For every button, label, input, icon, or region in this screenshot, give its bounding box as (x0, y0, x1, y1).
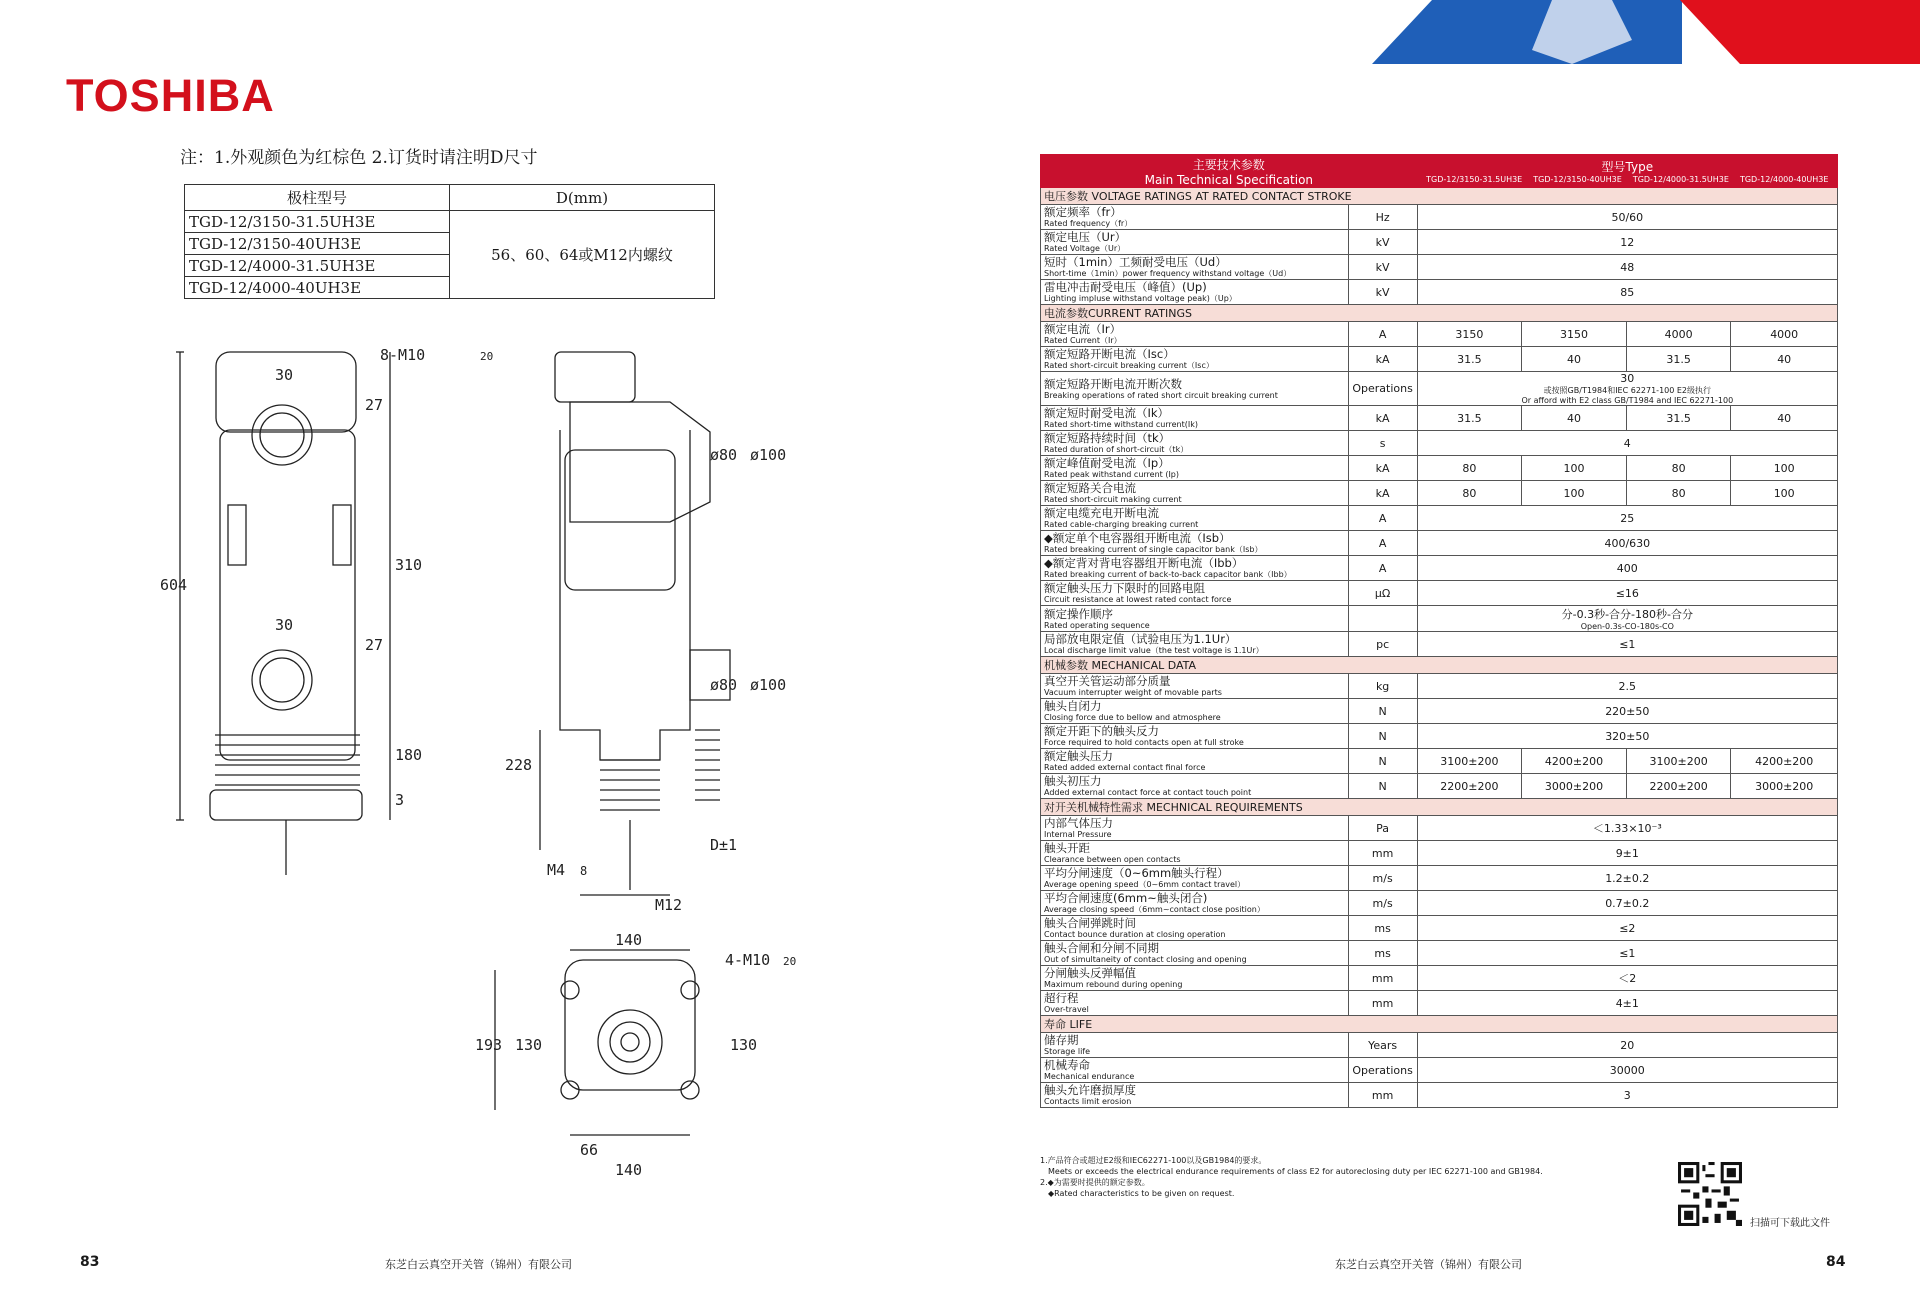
param-value: 2200±200 (1417, 774, 1522, 799)
company-name-right: 东芝白云真空开关管（锦州）有限公司 (1335, 1258, 1522, 1271)
spec-row (1041, 916, 1838, 941)
param-name-zh: 雷电冲击耐受电压（峰值）(Up) (1044, 280, 1207, 294)
front-view (540, 352, 730, 895)
spec-row (1041, 749, 1838, 774)
dim-col-model: 极柱型号 (185, 185, 450, 211)
param-unit: Operations (1348, 1058, 1417, 1083)
page-number-right: 84 (1826, 1254, 1846, 1270)
param-value-note: Open-0.3s-CO-180s-CO (1580, 622, 1674, 631)
param-value: 3 (1623, 1088, 1631, 1102)
toshiba-logo: TOSHIBA (66, 70, 275, 121)
param-value: 100 (1731, 456, 1838, 481)
param-name-en: Average closing speed（6mm~contact close position） (1044, 905, 1265, 914)
param-name-zh: 额定短路关合电流 (1044, 481, 1136, 495)
spec-row (1041, 531, 1838, 556)
param-unit: ms (1348, 941, 1417, 966)
type-name: TGD-12/4000-40UH3E (1739, 175, 1829, 184)
front-label: ø100 (750, 676, 787, 694)
spec-header-zh: 主要技术参数 (1192, 157, 1265, 172)
param-name-en: Rated added external contact final force (1044, 763, 1206, 772)
param-name-en: Over-travel (1044, 1005, 1089, 1014)
spec-row (1041, 456, 1838, 481)
side-label: 604 (160, 576, 188, 594)
param-name-en: Local discharge limit value（the test voltage is 1.1Ur） (1044, 646, 1264, 655)
bottom-label: 130 (515, 1036, 543, 1054)
spec-row (1041, 1058, 1838, 1083)
param-name-en: Short-time（1min）power frequency withstand voltage（Ud） (1044, 269, 1292, 278)
param-name-zh: 机械寿命 (1044, 1058, 1090, 1072)
param-value: ＜1.33×10⁻³ (1592, 822, 1662, 835)
spec-row (1041, 891, 1838, 916)
param-value: 3150 (1522, 322, 1627, 347)
front-label: ø80 (710, 676, 738, 694)
param-value: 2.5 (1618, 679, 1637, 693)
spec-row (1041, 347, 1838, 372)
param-unit (1348, 606, 1417, 632)
param-name-en: Rated frequency（fr） (1044, 219, 1133, 228)
side-label: 30 (275, 366, 294, 384)
param-name-en: Added external contact force at contact touch point (1044, 788, 1252, 797)
param-name-en: Breaking operations of rated short circuit breaking current (1044, 390, 1278, 400)
param-name-en: Force required to hold contacts open at full stroke (1044, 738, 1244, 747)
param-name-en: Closing force due to bellow and atmosphere (1044, 713, 1221, 722)
param-name-zh: 短时（1min）工频耐受电压（Ud） (1044, 255, 1227, 269)
red-corner-graphic (1680, 0, 1920, 64)
param-value: 85 (1620, 285, 1635, 299)
param-name-en: Clearance between open contacts (1044, 855, 1181, 864)
param-unit: N (1348, 724, 1417, 749)
param-unit: kA (1348, 481, 1417, 506)
param-value: ≤1 (1619, 946, 1636, 960)
front-label: 228 (505, 756, 533, 774)
spec-section-title: 寿命 LIFE (1041, 1016, 1838, 1033)
param-name-en: Average opening speed（0~6mm contact travel） (1044, 880, 1246, 889)
param-name-en: Rated short-time withstand current(Ik) (1044, 420, 1198, 429)
spec-row (1041, 280, 1838, 305)
param-value: 3000±200 (1731, 774, 1838, 799)
param-unit: m/s (1348, 891, 1417, 916)
param-name-en: Rated short-circuit breaking current（Isc） (1044, 361, 1214, 370)
param-name-zh: 额定开距下的触头反力 (1044, 724, 1159, 738)
param-value: 20 (1620, 1038, 1635, 1052)
param-name-zh: 额定短路开断电流开断次数 (1044, 376, 1182, 391)
param-name-en: Rated cable-charging breaking current (1044, 520, 1199, 529)
bottom-label: 140 (615, 931, 643, 949)
spec-row (1041, 372, 1838, 406)
dimension-table (184, 184, 715, 299)
param-name-en: Storage life (1044, 1047, 1091, 1056)
param-name-en: Internal Pressure (1044, 830, 1112, 839)
param-name-zh: 额定触头压力下限时的回路电阻 (1044, 581, 1205, 595)
param-name-zh: 分闸触头反弹幅值 (1044, 966, 1136, 980)
side-label: 180 (395, 746, 423, 764)
param-name-zh: 触头合闸和分闸不同期 (1044, 941, 1159, 955)
param-unit: kA (1348, 347, 1417, 372)
spec-row (1041, 674, 1838, 699)
param-value: 3100±200 (1417, 749, 1522, 774)
param-value: 80 (1626, 456, 1731, 481)
spec-row (1041, 322, 1838, 347)
param-unit: s (1348, 431, 1417, 456)
param-value: ＜2 (1618, 972, 1637, 985)
param-unit: N (1348, 749, 1417, 774)
param-value: 3000±200 (1522, 774, 1627, 799)
bottom-label: 4-M10 (725, 951, 771, 969)
param-value-note: 或按照GB/T1984和IEC 62271-100 E2级执行 (1543, 386, 1712, 395)
footnote: ◆Rated characteristics to be given on request. (1048, 1189, 1235, 1198)
param-value: 25 (1620, 511, 1635, 525)
param-unit: A (1348, 531, 1417, 556)
param-value: ≤16 (1615, 586, 1639, 600)
param-name-zh: 内部气体压力 (1044, 816, 1113, 830)
param-unit: mm (1348, 966, 1417, 991)
param-unit: μΩ (1348, 581, 1417, 606)
spec-row (1041, 1083, 1838, 1108)
bottom-label: 140 (615, 1161, 643, 1179)
param-value: 4000 (1731, 322, 1838, 347)
spec-row (1041, 816, 1838, 841)
param-name-zh: 额定电流（Ir） (1044, 322, 1122, 336)
front-label: D±1 (710, 836, 738, 854)
param-unit: Years (1348, 1033, 1417, 1058)
param-value: 分-0.3秒-合分-180秒-合分 (1561, 608, 1693, 621)
dim-d-value: 56、60、64或M12内螺纹 (450, 211, 715, 299)
param-value: 48 (1620, 260, 1635, 274)
param-value: 40 (1522, 406, 1627, 431)
param-name-en: Mechanical endurance (1044, 1072, 1135, 1081)
page-number-left: 83 (80, 1254, 100, 1270)
param-name-zh: 真空开关管运动部分质量 (1044, 674, 1171, 688)
spec-row (1041, 481, 1838, 506)
param-value: ≤2 (1619, 921, 1636, 935)
company-name-left: 东芝白云真空开关管（锦州）有限公司 (385, 1258, 572, 1271)
param-name-zh: ◆额定背对背电容器组开断电流（Ibb） (1044, 556, 1244, 570)
param-unit: A (1348, 556, 1417, 581)
param-value: 31.5 (1417, 347, 1522, 372)
param-value: 1.2±0.2 (1605, 871, 1650, 885)
front-label: ø80 (710, 446, 738, 464)
param-value: 40 (1731, 347, 1838, 372)
spec-row (1041, 406, 1838, 431)
side-label: 27 (365, 396, 384, 414)
spec-row (1041, 606, 1838, 632)
param-name-zh: ◆额定单个电容器组开断电流（Isb） (1044, 531, 1231, 545)
footnote: Meets or exceeds the electrical endurance requirements of class E2 for autoreclosing duty per IEC 62271-100 and GB1984. (1048, 1167, 1543, 1176)
param-unit: A (1348, 506, 1417, 531)
param-value: 0.7±0.2 (1605, 896, 1650, 910)
footnotes (1040, 1155, 1543, 1199)
param-value: 220±50 (1605, 704, 1650, 718)
param-unit: Operations (1348, 372, 1417, 406)
param-name-zh: 额定电压（Ur） (1044, 230, 1127, 244)
param-name-en: Maximum rebound during opening (1044, 980, 1183, 989)
note-text: 注：1.外观颜色为红棕色 2.订货时请注明D尺寸 (180, 148, 538, 168)
side-label: 20 (480, 350, 494, 363)
dim-model: TGD-12/4000-40UH3E (185, 277, 450, 299)
param-name-zh: 额定电缆充电开断电流 (1044, 506, 1159, 520)
qr-caption: 扫描可下载此文件 (1750, 1218, 1830, 1229)
param-name-en: Rated Voltage（Ur） (1044, 244, 1126, 253)
param-unit: mm (1348, 841, 1417, 866)
param-name-en: Rated breaking current of single capacitor bank（Isb） (1044, 545, 1263, 554)
param-value: 31.5 (1417, 406, 1522, 431)
param-value: 4±1 (1615, 996, 1639, 1010)
param-value: 80 (1417, 481, 1522, 506)
param-name-zh: 额定短路持续时间（tk） (1044, 431, 1171, 445)
footnote: 1.产品符合或超过E2级和IEC62271-100以及GB1984的要求。 (1040, 1156, 1267, 1165)
spec-row (1041, 966, 1838, 991)
type-name: TGD-12/3150-31.5UH3E (1426, 175, 1523, 184)
spec-section-title: 电流参数CURRENT RATINGS (1041, 305, 1838, 322)
param-name-en: Rated duration of short-circuit（tk） (1044, 445, 1189, 454)
param-value: 40 (1731, 406, 1838, 431)
spec-row (1041, 230, 1838, 255)
param-value: 320±50 (1605, 729, 1650, 743)
side-label: 8-M10 (380, 346, 426, 364)
param-name-zh: 额定触头压力 (1044, 749, 1113, 763)
param-value-note: Or afford with E2 class GB/T1984 and IEC 62271-100 (1521, 396, 1734, 405)
param-name-en: Rated breaking current of back-to-back capacitor bank（Ibb） (1044, 570, 1292, 579)
blue-corner-graphic (1372, 0, 1682, 64)
type-name: TGD-12/3150-40UH3E (1533, 175, 1622, 184)
type-header: 型号Type (1601, 160, 1654, 174)
param-value: 30 (1620, 372, 1635, 385)
spec-row (1041, 581, 1838, 606)
spec-row (1041, 632, 1838, 657)
param-name-zh: 触头合闸弹跳时间 (1044, 916, 1136, 930)
dim-model: TGD-12/3150-31.5UH3E (185, 211, 450, 233)
front-label: M12 (655, 896, 683, 914)
param-name-en: Rated short-circuit making current (1044, 495, 1182, 504)
param-unit: m/s (1348, 866, 1417, 891)
side-label: 30 (275, 616, 294, 634)
param-unit: kV (1348, 280, 1417, 305)
spec-row (1041, 506, 1838, 531)
param-value: 31.5 (1626, 406, 1731, 431)
side-label: 27 (365, 636, 384, 654)
spec-row (1041, 941, 1838, 966)
param-name-zh: 超行程 (1044, 991, 1079, 1005)
param-value: 80 (1417, 456, 1522, 481)
param-value: 4000 (1626, 322, 1731, 347)
dim-col-d: D(mm) (450, 185, 715, 211)
spec-row (1041, 699, 1838, 724)
param-name-zh: 平均分闸速度（0~6mm触头行程） (1044, 866, 1229, 880)
param-name-zh: 触头初压力 (1044, 774, 1102, 788)
spec-row (1041, 724, 1838, 749)
param-name-en: Lighting impluse withstand voltage peak)（Up） (1044, 294, 1237, 303)
bottom-label: 193 (475, 1036, 503, 1054)
param-name-en: Vacuum interrupter weight of movable parts (1044, 688, 1222, 697)
param-unit: mm (1348, 991, 1417, 1016)
param-unit: A (1348, 322, 1417, 347)
param-value: 80 (1626, 481, 1731, 506)
dim-model: TGD-12/4000-31.5UH3E (185, 255, 450, 277)
param-value: ≤1 (1619, 637, 1636, 651)
param-name-zh: 触头允许磨损厚度 (1044, 1083, 1136, 1097)
bottom-label: 66 (580, 1141, 599, 1159)
param-unit: kV (1348, 230, 1417, 255)
param-value: 2200±200 (1626, 774, 1731, 799)
spec-row (1041, 431, 1838, 456)
param-value: 3150 (1417, 322, 1522, 347)
param-value: 9±1 (1615, 846, 1639, 860)
param-name-zh: 额定峰值耐受电流（Ip） (1044, 456, 1170, 470)
param-name-en: Rated operating sequence (1044, 620, 1150, 630)
spec-section-title: 对开关机械特性需求 MECHNICAL REQUIREMENTS (1041, 799, 1838, 816)
spec-section-title: 机械参数 MECHANICAL DATA (1041, 657, 1838, 674)
footnote: 2.◆为需要时提供的额定参数。 (1040, 1178, 1150, 1187)
param-unit: pc (1348, 632, 1417, 657)
param-value: 4200±200 (1731, 749, 1838, 774)
param-name-zh: 额定频率（fr） (1044, 205, 1122, 219)
param-unit: N (1348, 699, 1417, 724)
param-value: 100 (1522, 456, 1627, 481)
bottom-label: 130 (730, 1036, 758, 1054)
param-value: 40 (1522, 347, 1627, 372)
param-value: 50/60 (1611, 210, 1644, 224)
spec-row (1041, 205, 1838, 230)
param-value: 31.5 (1626, 347, 1731, 372)
param-name-zh: 触头自闭力 (1044, 699, 1102, 713)
front-label: ø100 (750, 446, 787, 464)
spec-row (1041, 991, 1838, 1016)
spec-row (1041, 255, 1838, 280)
param-name-zh: 触头开距 (1044, 841, 1090, 855)
param-unit: Hz (1348, 205, 1417, 230)
param-name-zh: 额定短路开断电流（Isc） (1044, 347, 1175, 361)
param-value: 400/630 (1604, 536, 1651, 550)
spec-row (1041, 1033, 1838, 1058)
param-name-zh: 储存期 (1044, 1033, 1079, 1047)
spec-row (1041, 774, 1838, 799)
param-name-en: Rated peak withstand current (Ip) (1044, 470, 1179, 479)
param-name-en: Circuit resistance at lowest rated contact force (1044, 595, 1232, 604)
param-unit: ms (1348, 916, 1417, 941)
param-value: 100 (1731, 481, 1838, 506)
param-name-en: Rated Current（Ir） (1044, 336, 1122, 345)
param-name-zh: 局部放电限定值（试验电压为1.1Ur） (1044, 632, 1237, 646)
front-label: 8 (580, 864, 588, 878)
param-name-zh: 额定操作顺序 (1044, 606, 1113, 621)
param-unit: N (1348, 774, 1417, 799)
param-value: 100 (1522, 481, 1627, 506)
param-unit: mm (1348, 1083, 1417, 1108)
param-value: 12 (1620, 235, 1635, 249)
spec-row (1041, 866, 1838, 891)
bottom-label: 20 (783, 955, 797, 968)
param-name-en: Contact bounce duration at closing operation (1044, 930, 1226, 939)
param-unit: kV (1348, 255, 1417, 280)
param-name-en: Contacts limit erosion (1044, 1097, 1132, 1106)
param-value: 3100±200 (1626, 749, 1731, 774)
qr-code (1678, 1162, 1742, 1226)
side-label: 310 (395, 556, 423, 574)
param-value: 30000 (1609, 1063, 1645, 1077)
dim-model: TGD-12/3150-40UH3E (185, 233, 450, 255)
technical-drawing (150, 330, 810, 1190)
param-value: 4200±200 (1522, 749, 1627, 774)
spec-row (1041, 556, 1838, 581)
param-unit: kg (1348, 674, 1417, 699)
param-name-zh: 额定短时耐受电流（Ik） (1044, 406, 1170, 420)
spec-table (1040, 154, 1838, 1108)
front-label: M4 (547, 861, 566, 879)
type-name: TGD-12/4000-31.5UH3E (1632, 175, 1729, 184)
param-unit: Pa (1348, 816, 1417, 841)
param-value: 4 (1623, 436, 1631, 450)
param-name-zh: 平均合闸速度(6mm~触头闭合) (1044, 891, 1208, 905)
side-view (176, 352, 390, 875)
side-label: 3 (395, 791, 405, 809)
spec-row (1041, 841, 1838, 866)
param-name-en: Out of simultaneity of contact closing and opening (1044, 955, 1247, 964)
param-unit: kA (1348, 456, 1417, 481)
param-unit: kA (1348, 406, 1417, 431)
spec-header-en: Main Technical Specification (1144, 172, 1314, 187)
param-value: 400 (1616, 561, 1638, 575)
spec-section-title: 电压参数 VOLTAGE RATINGS AT RATED CONTACT STROKE (1041, 188, 1838, 205)
